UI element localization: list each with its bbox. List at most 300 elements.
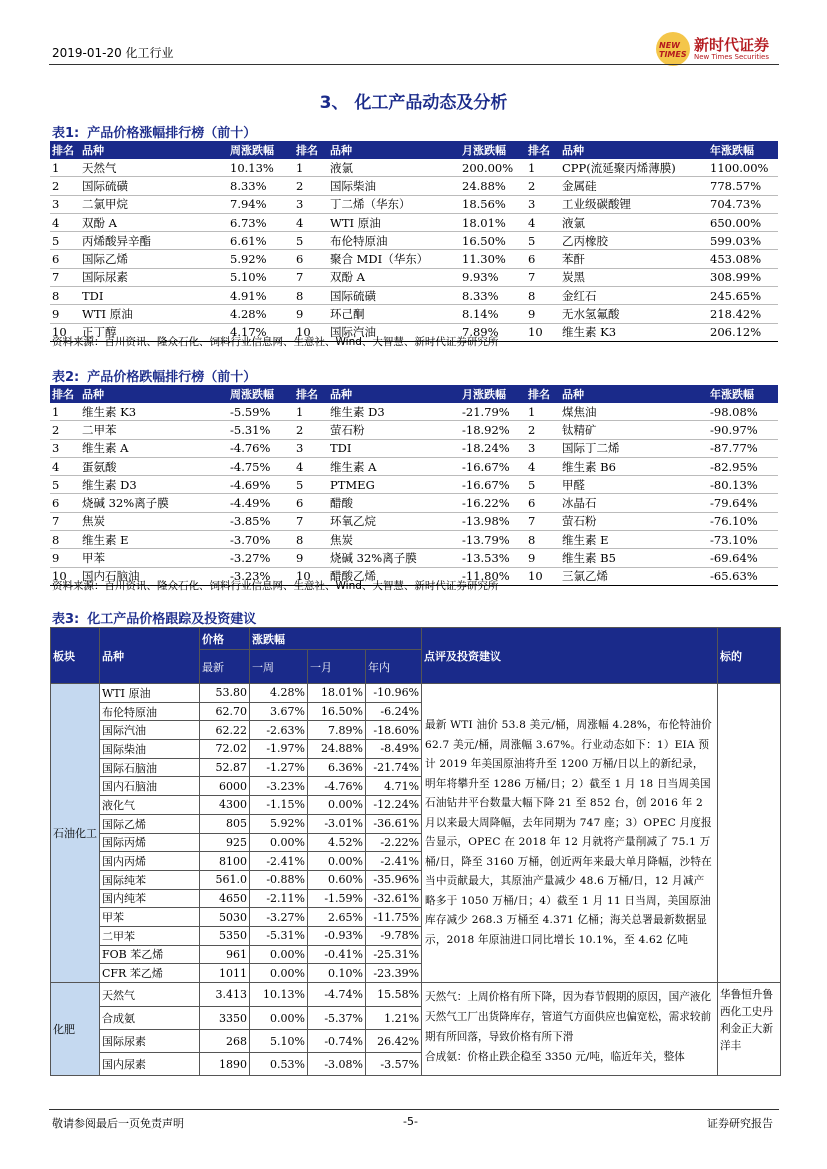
value-cell: 8100	[200, 852, 250, 871]
value-cell: -0.74%	[308, 1030, 366, 1053]
table-cell: 双酚 A	[80, 213, 228, 231]
product-cell: 国内丙烯	[100, 852, 200, 871]
table-cell: 10	[50, 567, 80, 585]
table-cell: 4	[50, 213, 80, 231]
table-cell: 1	[50, 159, 80, 177]
table-cell: 维生素 E	[560, 531, 708, 549]
value-cell: 1890	[200, 1053, 250, 1076]
table-row	[50, 457, 778, 475]
t3-head-latest: 最新	[200, 650, 250, 684]
table-cell: 18.01%	[460, 213, 526, 231]
table-cell: 维生素 D3	[80, 476, 228, 494]
col-header: 排名	[526, 385, 560, 403]
table1-source: 资料来源：百川资讯、隆众石化、饲料行业信息网、生意社、Wind、大智慧、新时代证券研究所	[52, 336, 499, 348]
value-cell: 1.21%	[366, 1007, 422, 1030]
table-cell: -69.64%	[708, 549, 778, 567]
table-cell: 维生素 A	[80, 439, 228, 457]
table-cell: 8.33%	[228, 177, 294, 195]
table-cell: 2	[294, 421, 328, 439]
table-row	[50, 213, 778, 231]
table-cell: 8	[50, 287, 80, 305]
value-cell: 268	[200, 1030, 250, 1053]
table-row	[51, 684, 781, 703]
table-row	[50, 512, 778, 530]
value-cell: 0.53%	[250, 1053, 308, 1076]
table-cell: 国际汽油	[328, 323, 460, 341]
product-cell: 布伦特原油	[100, 702, 200, 721]
product-cell: 国内尿素	[100, 1053, 200, 1076]
table-cell: -73.10%	[708, 531, 778, 549]
value-cell: -6.24%	[366, 702, 422, 721]
col-header: 品种	[560, 141, 708, 159]
t3-head-change: 涨跌幅	[250, 628, 422, 650]
table-cell: -3.23%	[228, 567, 294, 585]
value-cell: 0.00%	[308, 852, 366, 871]
table-cell: -3.70%	[228, 531, 294, 549]
value-cell: -11.75%	[366, 908, 422, 927]
table-cell: 环己酮	[328, 305, 460, 323]
value-cell: 4300	[200, 796, 250, 815]
table-cell: -79.64%	[708, 494, 778, 512]
table-cell: 1	[526, 403, 560, 421]
value-cell: -2.11%	[250, 889, 308, 908]
table-cell: 200.00%	[460, 159, 526, 177]
table-cell: 维生素 B6	[560, 457, 708, 475]
table-row	[50, 287, 778, 305]
value-cell: 925	[200, 833, 250, 852]
table-row	[50, 305, 778, 323]
table-cell: 二甲苯	[80, 421, 228, 439]
table-cell: 环氧乙烷	[328, 512, 460, 530]
table-cell: 2	[50, 177, 80, 195]
table-cell: -18.92%	[460, 421, 526, 439]
table-row	[50, 549, 778, 567]
table-cell: 7	[294, 268, 328, 286]
value-cell: 805	[200, 814, 250, 833]
table-cell: 丁二烯（华东）	[328, 195, 460, 213]
table-cell: 1	[526, 159, 560, 177]
value-cell: 52.87	[200, 758, 250, 777]
value-cell: 7.89%	[308, 721, 366, 740]
table-cell: 8.33%	[460, 287, 526, 305]
table-cell: 4.28%	[228, 305, 294, 323]
value-cell: -1.97%	[250, 740, 308, 759]
table-cell: 4	[294, 457, 328, 475]
table-cell: 9	[526, 549, 560, 567]
value-cell: 4.52%	[308, 833, 366, 852]
table-cell: WTI 原油	[80, 305, 228, 323]
t3-head-product: 品种	[100, 628, 200, 684]
sector-cell: 化肥	[51, 983, 100, 1076]
table-cell: 国际柴油	[328, 177, 460, 195]
value-cell: 18.01%	[308, 684, 366, 703]
comment-cell: 最新 WTI 油价 53.8 美元/桶，周涨幅 4.28%，布伦特油价 62.7 美元/桶，周涨幅 3.67%。行业动态如下：1）EIA 预计 2019 年美国原油将升至 1200 万桶/日以上的新纪录，明年将攀升至 1286 万桶/日；2）截至 1 月 18 日当周美国石油钻井平台数量大幅下降 21 至 852 台，创 2016 年 2 月以来最大周降幅，去年同期为 747 座；3）OPEC 月度报告显示，OPEC 在 2018 年 12 月就将产量削减了 75.1 万桶/日，降至 3160 万桶，创近两年来最大单月降幅，沙特在当中贡献最大，其原油产量减少 48.6 万桶/日，12 月减产略多于 1050 万桶/日；4）截至 1 月 11 日当周，美国原油库存减少 268.3 万桶至 4.371 亿桶；海关总署最新数据显示，2018 年原油进口同比增长 10.1%，至 4.62 亿吨	[422, 684, 718, 983]
table-cell: 乙丙橡胶	[560, 232, 708, 250]
product-cell: 国际柴油	[100, 740, 200, 759]
value-cell: -23.39%	[366, 964, 422, 983]
product-cell: 国际纯苯	[100, 870, 200, 889]
table-cell: 5	[526, 232, 560, 250]
value-cell: -10.96%	[366, 684, 422, 703]
table-cell: 5.92%	[228, 250, 294, 268]
value-cell: 5030	[200, 908, 250, 927]
table-cell: 704.73%	[708, 195, 778, 213]
value-cell: -0.88%	[250, 870, 308, 889]
value-cell: -9.78%	[366, 926, 422, 945]
table-cell: -16.67%	[460, 457, 526, 475]
table-cell: 10	[294, 567, 328, 585]
table-cell: 醋酸	[328, 494, 460, 512]
table-cell: 金属硅	[560, 177, 708, 195]
value-cell: -1.27%	[250, 758, 308, 777]
table-cell: 10	[526, 567, 560, 585]
table-cell: 金红石	[560, 287, 708, 305]
table-cell: 10	[50, 323, 80, 341]
table2-caption: 表2: 产品价格跌幅排行榜（前十）	[52, 370, 257, 385]
t3-head-ytd: 年内	[366, 650, 422, 684]
table-cell: 7	[526, 512, 560, 530]
table-cell: 维生素 K3	[560, 323, 708, 341]
table-cell: 冰晶石	[560, 494, 708, 512]
value-cell: -3.57%	[366, 1053, 422, 1076]
table-cell: 3	[50, 439, 80, 457]
table-cell: 布伦特原油	[328, 232, 460, 250]
sector-cell: 石油化工	[51, 684, 100, 983]
table-cell: -80.13%	[708, 476, 778, 494]
table-cell: 9.93%	[460, 268, 526, 286]
value-cell: 561.0	[200, 870, 250, 889]
table-cell: 焦炭	[80, 512, 228, 530]
table-cell: 4	[294, 213, 328, 231]
value-cell: 24.88%	[308, 740, 366, 759]
target-cell: 华鲁恒升鲁西化工史丹利金正大新洋丰	[718, 983, 781, 1076]
value-cell: 0.00%	[308, 796, 366, 815]
col-header: 周涨跌幅	[228, 141, 294, 159]
value-cell: 16.50%	[308, 702, 366, 721]
value-cell: -3.08%	[308, 1053, 366, 1076]
value-cell: -32.61%	[366, 889, 422, 908]
table-cell: 4	[50, 457, 80, 475]
table-cell: 10	[294, 323, 328, 341]
table-row	[50, 232, 778, 250]
table-cell: -76.10%	[708, 512, 778, 530]
table-cell: 18.56%	[460, 195, 526, 213]
value-cell: 0.00%	[250, 945, 308, 964]
table-cell: 二氯甲烷	[80, 195, 228, 213]
table-cell: 4	[526, 213, 560, 231]
value-cell: 0.10%	[308, 964, 366, 983]
table-cell: CPP(流延聚丙烯薄膜)	[560, 159, 708, 177]
table-cell: 烧碱 32%离子膜	[328, 549, 460, 567]
col-header: 排名	[50, 141, 80, 159]
table-cell: 4.17%	[228, 323, 294, 341]
value-cell: -35.96%	[366, 870, 422, 889]
table-cell: 2	[526, 177, 560, 195]
table-cell: 3	[294, 195, 328, 213]
table-cell: 6	[294, 494, 328, 512]
t3-head-target: 标的	[718, 628, 781, 684]
product-cell: 国内纯苯	[100, 889, 200, 908]
table-cell: TDI	[328, 439, 460, 457]
table-cell: -90.97%	[708, 421, 778, 439]
table-cell: 双酚 A	[328, 268, 460, 286]
table-cell: -5.31%	[228, 421, 294, 439]
table1-caption: 表1: 产品价格涨幅排行榜（前十）	[52, 126, 257, 141]
col-header: 品种	[328, 385, 460, 403]
value-cell: 0.60%	[308, 870, 366, 889]
value-cell: 62.22	[200, 721, 250, 740]
table-cell: 维生素 E	[80, 531, 228, 549]
col-header: 品种	[80, 385, 228, 403]
table-cell: 6	[50, 494, 80, 512]
table-cell: 工业级碳酸锂	[560, 195, 708, 213]
table-cell: 维生素 A	[328, 457, 460, 475]
section-title: 3、 化工产品动态及分析	[319, 93, 508, 113]
value-cell: 6000	[200, 777, 250, 796]
product-cell: 甲苯	[100, 908, 200, 927]
table-cell: 5	[294, 232, 328, 250]
table-cell: -3.85%	[228, 512, 294, 530]
table-cell: 1	[50, 403, 80, 421]
col-header: 品种	[328, 141, 460, 159]
table-cell: 8	[294, 531, 328, 549]
table-cell: 8	[526, 287, 560, 305]
value-cell: 5.92%	[250, 814, 308, 833]
table-cell: 天然气	[80, 159, 228, 177]
value-cell: 3.413	[200, 983, 250, 1007]
col-header: 品种	[560, 385, 708, 403]
value-cell: -4.76%	[308, 777, 366, 796]
product-cell: 国际汽油	[100, 721, 200, 740]
value-cell: -2.22%	[366, 833, 422, 852]
product-cell: 合成氨	[100, 1007, 200, 1030]
table-cell: 8	[50, 531, 80, 549]
table-row	[50, 159, 778, 177]
value-cell: 961	[200, 945, 250, 964]
col-header: 月涨跌幅	[460, 385, 526, 403]
table-cell: 液氯	[560, 213, 708, 231]
col-header: 品种	[80, 141, 228, 159]
value-cell: -2.63%	[250, 721, 308, 740]
table-row	[50, 421, 778, 439]
product-cell: 国际石脑油	[100, 758, 200, 777]
table-cell: -16.22%	[460, 494, 526, 512]
table-cell: 焦炭	[328, 531, 460, 549]
table-cell: 2	[294, 177, 328, 195]
table-cell: -13.79%	[460, 531, 526, 549]
table-cell: 778.57%	[708, 177, 778, 195]
table-row	[50, 439, 778, 457]
value-cell: -0.93%	[308, 926, 366, 945]
table-cell: 8	[294, 287, 328, 305]
table-cell: -87.77%	[708, 439, 778, 457]
value-cell: -1.59%	[308, 889, 366, 908]
t3-head-month: 一月	[308, 650, 366, 684]
table-cell: 8	[526, 531, 560, 549]
table-cell: 2	[526, 421, 560, 439]
table-cell: -16.67%	[460, 476, 526, 494]
table-cell: 9	[526, 305, 560, 323]
value-cell: 3350	[200, 1007, 250, 1030]
product-cell: 天然气	[100, 983, 200, 1007]
col-header: 排名	[294, 385, 328, 403]
table2-fall-ranking	[50, 385, 778, 586]
product-cell: 国际丙烯	[100, 833, 200, 852]
footer-report-type: 证券研究报告	[707, 1117, 773, 1130]
table-cell: 3	[50, 195, 80, 213]
table-cell: 维生素 K3	[80, 403, 228, 421]
table-cell: TDI	[80, 287, 228, 305]
value-cell: -3.27%	[250, 908, 308, 927]
footer-rule	[49, 1109, 779, 1110]
table-cell: 3	[526, 195, 560, 213]
table-cell: 7.89%	[460, 323, 526, 341]
table-cell: 5	[526, 476, 560, 494]
table-cell: -65.63%	[708, 567, 778, 585]
col-header: 排名	[526, 141, 560, 159]
table-cell: 6	[526, 250, 560, 268]
product-cell: WTI 原油	[100, 684, 200, 703]
table-cell: 正丁醇	[80, 323, 228, 341]
table-cell: 6	[50, 250, 80, 268]
table-cell: 7	[50, 268, 80, 286]
value-cell: -5.37%	[308, 1007, 366, 1030]
table-cell: -4.49%	[228, 494, 294, 512]
table-cell: 9	[294, 549, 328, 567]
col-header: 排名	[50, 385, 80, 403]
table-cell: 醋酸乙烯	[328, 567, 460, 585]
col-header: 月涨跌幅	[460, 141, 526, 159]
table-cell: 维生素 D3	[328, 403, 460, 421]
table-cell: 4	[526, 457, 560, 475]
value-cell: -3.01%	[308, 814, 366, 833]
value-cell: -18.60%	[366, 721, 422, 740]
table-cell: 钛精矿	[560, 421, 708, 439]
table-cell: WTI 原油	[328, 213, 460, 231]
value-cell: -12.24%	[366, 796, 422, 815]
value-cell: -2.41%	[250, 852, 308, 871]
table-cell: -5.59%	[228, 403, 294, 421]
logo-en-text: New Times Securities	[694, 53, 769, 61]
value-cell: 3.67%	[250, 702, 308, 721]
table-cell: 无水氢氟酸	[560, 305, 708, 323]
table-cell: 甲醛	[560, 476, 708, 494]
table-cell: 206.12%	[708, 323, 778, 341]
table-row	[50, 250, 778, 268]
table-cell: 218.42%	[708, 305, 778, 323]
value-cell: -4.74%	[308, 983, 366, 1007]
table-cell: -98.08%	[708, 403, 778, 421]
value-cell: -2.41%	[366, 852, 422, 871]
table-row	[51, 983, 781, 1007]
t3-head-week: 一周	[250, 650, 308, 684]
table-cell: 8.14%	[460, 305, 526, 323]
value-cell: 4650	[200, 889, 250, 908]
table-cell: 4.91%	[228, 287, 294, 305]
value-cell: 4.71%	[366, 777, 422, 796]
value-cell: -8.49%	[366, 740, 422, 759]
table-cell: 308.99%	[708, 268, 778, 286]
table-cell: 国际尿素	[80, 268, 228, 286]
table-cell: 7	[526, 268, 560, 286]
col-header: 年涨跌幅	[708, 141, 778, 159]
value-cell: 0.00%	[250, 833, 308, 852]
table-cell: 599.03%	[708, 232, 778, 250]
table-cell: 3	[294, 439, 328, 457]
table-cell: -82.95%	[708, 457, 778, 475]
table-cell: 10	[526, 323, 560, 341]
value-cell: 26.42%	[366, 1030, 422, 1053]
table-cell: 16.50%	[460, 232, 526, 250]
table1-header-row	[50, 141, 778, 159]
table-cell: 5	[50, 476, 80, 494]
value-cell: 4.28%	[250, 684, 308, 703]
table-cell: 11.30%	[460, 250, 526, 268]
table-cell: 7	[50, 512, 80, 530]
table-cell: 丙烯酸异辛酯	[80, 232, 228, 250]
table-cell: -4.69%	[228, 476, 294, 494]
product-cell: 国际乙烯	[100, 814, 200, 833]
table-cell: 9	[294, 305, 328, 323]
table-cell: 5	[50, 232, 80, 250]
value-cell: 0.00%	[250, 964, 308, 983]
value-cell: 72.02	[200, 740, 250, 759]
value-cell: 5.10%	[250, 1030, 308, 1053]
table-cell: 苯酐	[560, 250, 708, 268]
table-cell: 650.00%	[708, 213, 778, 231]
t3-head-price: 价格	[200, 628, 250, 650]
table-cell: 聚合 MDI（华东）	[328, 250, 460, 268]
table-cell: 维生素 B5	[560, 549, 708, 567]
table-row	[50, 177, 778, 195]
table-cell: -21.79%	[460, 403, 526, 421]
col-header: 排名	[294, 141, 328, 159]
value-cell: -5.31%	[250, 926, 308, 945]
table-cell: 7.94%	[228, 195, 294, 213]
value-cell: -21.74%	[366, 758, 422, 777]
table-cell: 国际乙烯	[80, 250, 228, 268]
value-cell: 10.13%	[250, 983, 308, 1007]
value-cell: 62.70	[200, 702, 250, 721]
table-cell: 液氯	[328, 159, 460, 177]
value-cell: 2.65%	[308, 908, 366, 927]
company-logo	[656, 32, 786, 66]
logo-emblem: NEW TIMES	[656, 32, 690, 66]
footer-disclaimer: 敬请参阅最后一页免责声明	[52, 1117, 184, 1130]
table-cell: 三氯乙烯	[560, 567, 708, 585]
table-cell: 7	[294, 512, 328, 530]
value-cell: 5350	[200, 926, 250, 945]
comment-cell: 天然气：上周价格有所下降，因为春节假期的原因，国产液化天然气工厂出货降库存，管道气方面供应也偏宽松，需求较前期有所回落，导致价格有所下滑 合成氨：价格止跌企稳至 3350 元/吨，临近年关，整体	[422, 983, 718, 1076]
table-row	[50, 494, 778, 512]
table2-source: 资料来源：百川资讯、隆众石化、饲料行业信息网、生意社、Wind、大智慧、新时代证券研究所	[52, 580, 499, 592]
value-cell: 0.00%	[250, 1007, 308, 1030]
table-row	[50, 195, 778, 213]
table-cell: 萤石粉	[328, 421, 460, 439]
product-cell: CFR 苯乙烯	[100, 964, 200, 983]
page-number: -5-	[403, 1115, 418, 1128]
table3-price-tracking	[50, 627, 781, 1076]
table-cell: 炭黑	[560, 268, 708, 286]
product-cell: 国内石脑油	[100, 777, 200, 796]
table-cell: -4.76%	[228, 439, 294, 457]
table-cell: 甲苯	[80, 549, 228, 567]
table-row	[50, 268, 778, 286]
table-cell: 国际硫磺	[328, 287, 460, 305]
header-date-industry: 2019-01-20 化工行业	[52, 46, 174, 60]
table-row	[50, 531, 778, 549]
table-cell: 6.61%	[228, 232, 294, 250]
